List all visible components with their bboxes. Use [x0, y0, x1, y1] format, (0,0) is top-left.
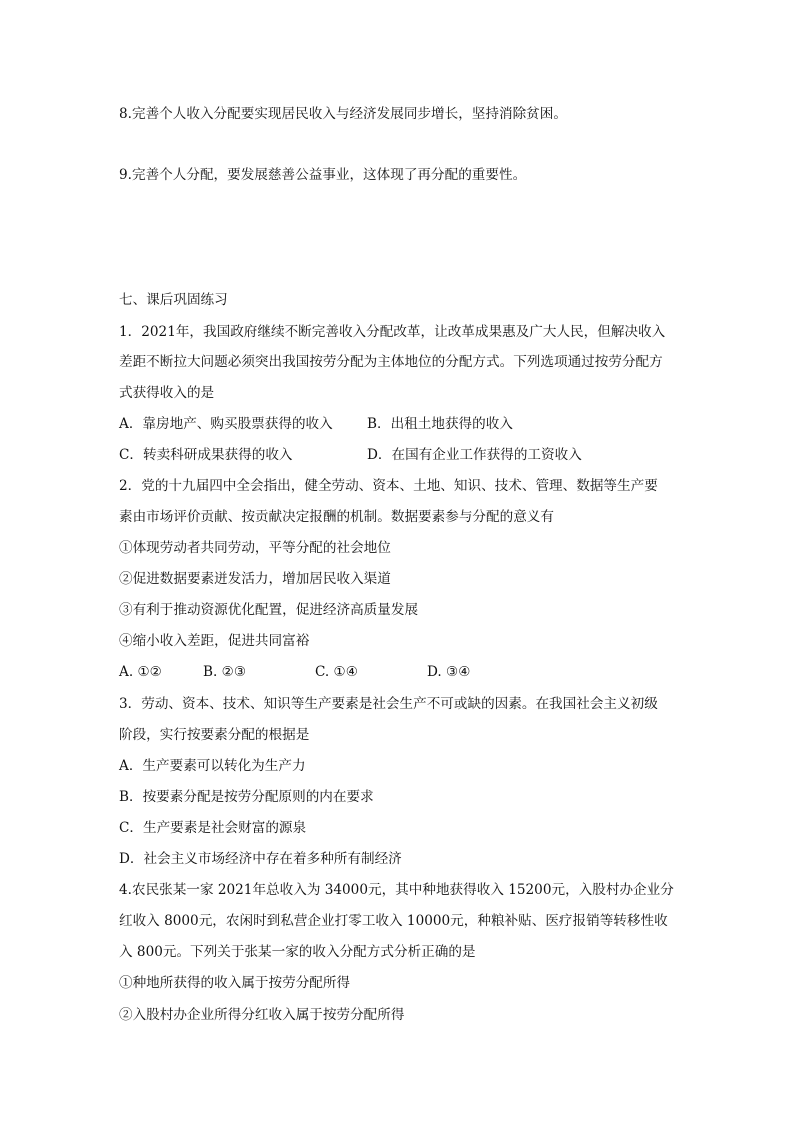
q1-stem-line-3: 式获得收入的是 [119, 385, 215, 401]
q2-stem-line-2: 素由市场评价贡献、按贡献决定报酬的机制。数据要素参与分配的意义有 [119, 509, 554, 525]
q4-item-2: ②入股村办企业所得分红收入属于按劳分配所得 [119, 1007, 405, 1023]
q2-stem-line-1: 2．党的十九届四中全会指出，健全劳动、资本、土地、知识、技术、管理、数据等生产要 [119, 478, 658, 494]
q4-stem-line-2: 红收入 8000元，农闲时到私营企业打零工收入 10000元，种粮补贴、医疗报销等转移性收 [119, 913, 668, 929]
q2-item-1: ①体现劳动者共同劳动，平等分配的社会地位 [119, 540, 391, 556]
q1-option-b: B．出租土地获得的收入 [367, 416, 513, 432]
q2-option-b: B. ②③ [203, 664, 247, 680]
q1-option-c: C．转卖科研成果获得的收入 [119, 447, 293, 463]
statement-8: 8.完善个人收入分配要实现居民收入与经济发展同步增长，坚持消除贫困。 [119, 106, 567, 122]
section-title: 七、课后巩固练习 [119, 292, 228, 308]
q2-option-d: D. ③④ [427, 664, 471, 680]
q1-option-d: D．在国有企业工作获得的工资收入 [367, 447, 582, 463]
statement-9: 9.完善个人分配，要发展慈善公益事业，这体现了再分配的重要性。 [119, 167, 527, 183]
q2-option-c: C. ①④ [315, 664, 358, 680]
q2-options-row [119, 662, 470, 682]
q3-stem-line-2: 阶段，实行按要素分配的根据是 [119, 727, 310, 743]
q4-stem-line-1: 4.农民张某一家 2021年总收入为 34000元，其中种地获得收入 15200元，入股村办企业分 [119, 882, 674, 898]
q4-stem-line-3: 入 800元。下列关于张某一家的收入分配方式分析正确的是 [119, 944, 476, 960]
q1-stem-line-1: 1．2021年，我国政府继续不断完善收入分配改革，让改革成果惠及广大人民，但解决收入 [119, 324, 666, 340]
q3-option-c: C．生产要素是社会财富的源泉 [119, 820, 307, 836]
q1-option-a: A．靠房地产、购买股票获得的收入 [119, 416, 333, 432]
q3-option-a: A．生产要素可以转化为生产力 [119, 758, 306, 774]
q4-item-1: ①种地所获得的收入属于按劳分配所得 [119, 975, 351, 991]
q1-options-row-2 [119, 445, 582, 465]
q2-item-3: ③有利于推动资源优化配置，促进经济高质量发展 [119, 602, 419, 618]
q3-option-d: D．社会主义市场经济中存在着多种所有制经济 [119, 851, 402, 867]
q1-stem-line-2: 差距不断拉大问题必须突出我国按劳分配为主体地位的分配方式。下列选项通过按劳分配方 [119, 354, 663, 370]
q2-option-a: A. ①② [119, 664, 162, 680]
q3-stem-line-1: 3．劳动、资本、技术、知识等生产要素是社会生产不可或缺的因素。在我国社会主义初级 [119, 696, 658, 712]
q1-options-row-1 [119, 414, 513, 434]
q2-item-2: ②促进数据要素迸发活力，增加居民收入渠道 [119, 571, 391, 587]
q2-item-4: ④缩小收入差距，促进共同富裕 [119, 633, 310, 649]
q3-option-b: B．按要素分配是按劳分配原则的内在要求 [119, 789, 374, 805]
